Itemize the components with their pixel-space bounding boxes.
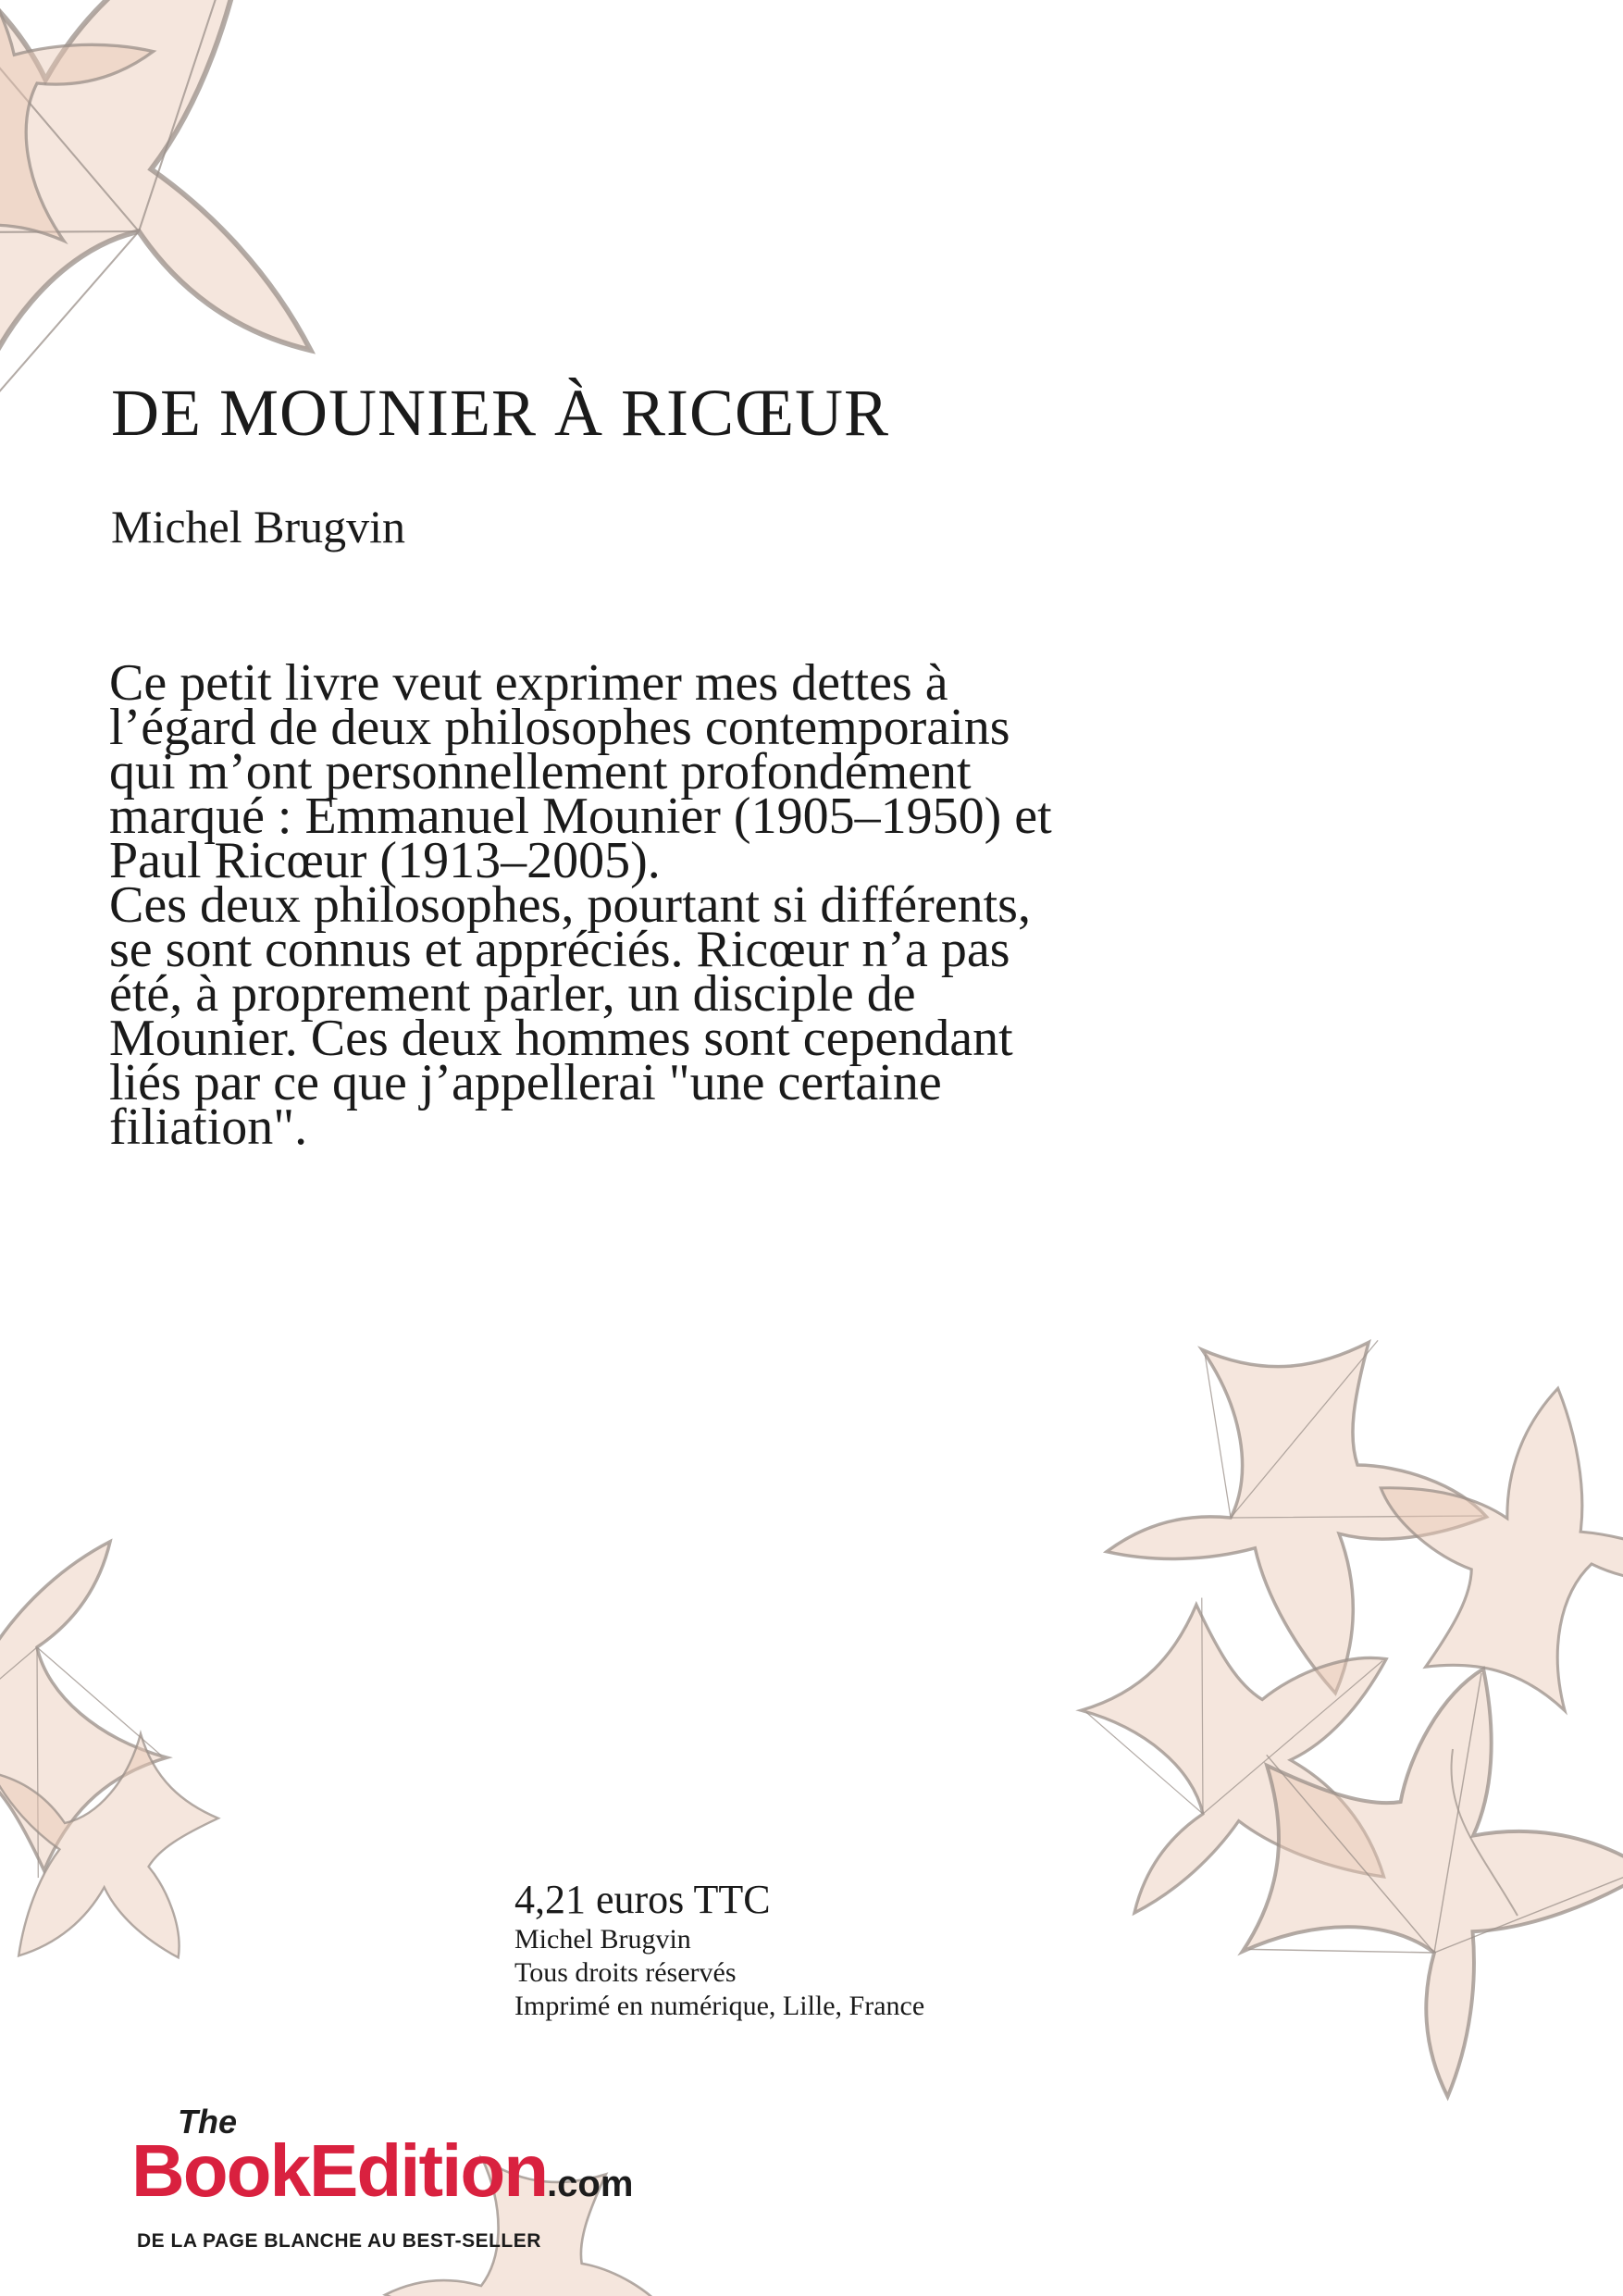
logo-domain: .com — [547, 2164, 634, 2204]
price: 4,21 euros TTC — [514, 1877, 771, 1922]
leaf-top-left-back — [0, 0, 213, 317]
book-author: Michel Brugvin — [111, 501, 406, 552]
book-title: DE MOUNIER À RICŒUR — [111, 376, 890, 450]
logo-wordmark — [131, 2128, 633, 2214]
leaf-bottom-right — [1180, 1639, 1623, 2145]
colophon — [514, 1877, 924, 2023]
leaf-right-edge — [1369, 1369, 1623, 1735]
leaf-left-middle — [0, 1460, 229, 1910]
logo-name: BookEdition — [131, 2129, 548, 2212]
leaf-bottom-center — [1022, 1567, 1455, 1989]
leaf-top-left-large — [0, 0, 442, 545]
blurb-paragraph: Ce petit livre veut exprimer mes dettes à l’égard de deux philosophes contemporains qui m’ont personnellement profondément marqué : Emmanuel Mounier (1905–1950) et Paul Ricœur (1913–2005). — [109, 654, 1052, 889]
blurb-paragraph: Ces deux philosophes, pourtant si différents, se sont connus et appréciés. Ricœur n’a pas été, à proprement parler, un disciple de Mounier. Ces deux hommes sont cependant liés par ce que j’appellerai "une certaine filiation". — [109, 876, 1031, 1156]
logo-tagline: DE LA PAGE BLANCHE AU BEST-SELLER — [137, 2230, 541, 2252]
leaf-right-middle — [1043, 1268, 1525, 1756]
colophon-author: Michel Brugvin — [514, 1924, 691, 1955]
rights-notice: Tous droits réservés — [514, 1957, 737, 1988]
leaf-left-lower — [0, 1691, 246, 2007]
book-blurb — [109, 654, 1331, 1156]
leaf-stem-curl — [1451, 1749, 1518, 1916]
printing-notice: Imprimé en numérique, Lille, France — [514, 1991, 925, 2021]
logo-the: The — [178, 2103, 238, 2141]
